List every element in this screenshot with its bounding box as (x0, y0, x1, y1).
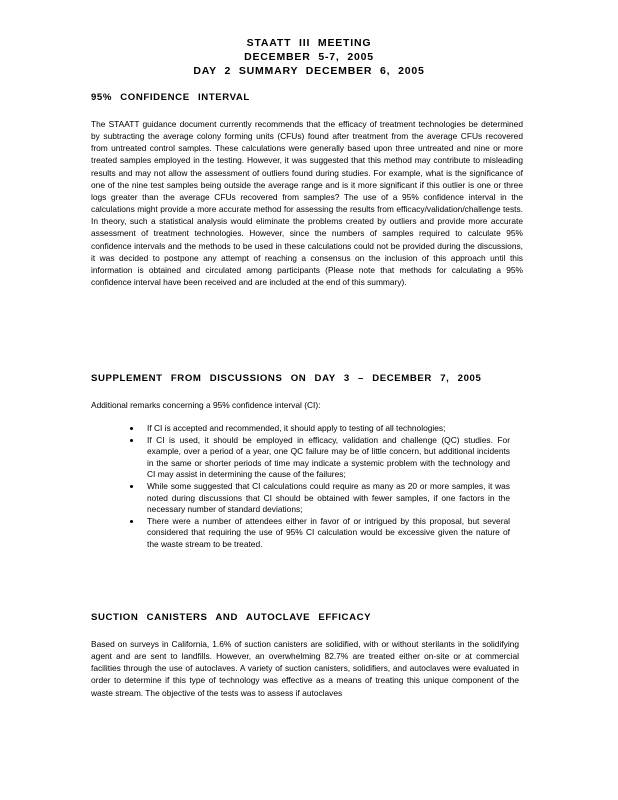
list-item-text: If CI is accepted and recommended, it should apply to testing of all technologies; (147, 423, 446, 433)
section-title-supplement: SUPPLEMENT FROM DISCUSSIONS ON DAY 3 – DECEMBER 7, 2005 (91, 373, 482, 384)
bullet-icon (130, 485, 133, 488)
list-item (130, 423, 510, 435)
list-item (130, 435, 510, 481)
list-item-text: While some suggested that CI calculations could require as many as 20 or more samples, it was noted during discussions that CI should be obtained with fewer samples, if one factors in the necessary number of standard deviations; (147, 480, 510, 515)
list-item (130, 481, 510, 516)
section-title-suction-canisters: SUCTION CANISTERS AND AUTOCLAVE EFFICACY (91, 612, 372, 623)
list-item (130, 516, 510, 551)
paragraph-confidence-interval: The STAATT guidance document currently recommends that the efficacy of treatment technologies be determined by subtracting the average colony forming units (CFUs) found after treatment from the average CFUs recovered from untreated control samples. These calculations were generally based upon three untreated and nine or more treated samples employed in the testing. However, it was suggested that this method may contribute to misleading results and may not allow the assessment of outliers found during studies. For example, what is the significance of one of the nine test samples being outside the average range and is it more significant if this outlier is one or three logs greater than the average CFUs recovered from samples? The use of a 95% confidence interval in the calculations might provide a more accurate method for assessing the results from efficacy/validation/challenge tests. In theory, such a statistical analysis would eliminate the problems created by outliers and provide more accurate assessment of treatment technologies. However, since the numbers of samples required to calculate 95% confidence intervals and the methods to be used in these calculations could not be provided during the discussions, it was decided to postpone any attempt of reaching a consensus on the inclusion of this approach until this information is obtained and circulated among participants (Please note that methods for calculating a 95% confidence interval have been received and are included at the end of this summary). (91, 119, 523, 288)
bullet-icon (130, 439, 133, 442)
header-day-summary: DAY 2 SUMMARY DECEMBER 6, 2005 (193, 65, 425, 77)
paragraph-supplement-intro: Additional remarks concerning a 95% confidence interval (CI): (91, 400, 321, 410)
supplement-bullet-list (130, 423, 510, 551)
header-meeting-title: STAATT III MEETING (246, 37, 372, 49)
bullet-icon (130, 520, 133, 523)
bullet-icon (130, 427, 133, 430)
list-item-text: If CI is used, it should be employed in efficacy, validation and challenge (QC) studies. For example, over a period of a year, one QC failure may be of little concern, but additional incidents in the same or shorter periods of time may indicate a systemic problem with the technology and CI may assist in determining the cause of the failures; (147, 434, 510, 480)
list-item-text: There were a number of attendees either in favor of or intrigued by this proposal, but several considered that requiring the use of 95% CI calculation would be excessive given the nature of the waste stream to be treated. (147, 515, 510, 549)
paragraph-suction-canisters: Based on surveys in California, 1.6% of suction canisters are solidified, with or without sterilants in the solidifying agent and are sent to landfills. However, an overwhelming 82.7% are treated either on-site or at commercial facilities through the use of autoclaves. A variety of suction canisters, solidifiers, and autoclaves were evaluated in order to determine if this type of technology was effective as a means of treating this unique component of the waste stream. The objective of the tests was to assess if autoclaves (91, 639, 519, 698)
section-title-confidence-interval: 95% CONFIDENCE INTERVAL (91, 92, 250, 103)
header-meeting-dates: DECEMBER 5-7, 2005 (244, 51, 374, 63)
